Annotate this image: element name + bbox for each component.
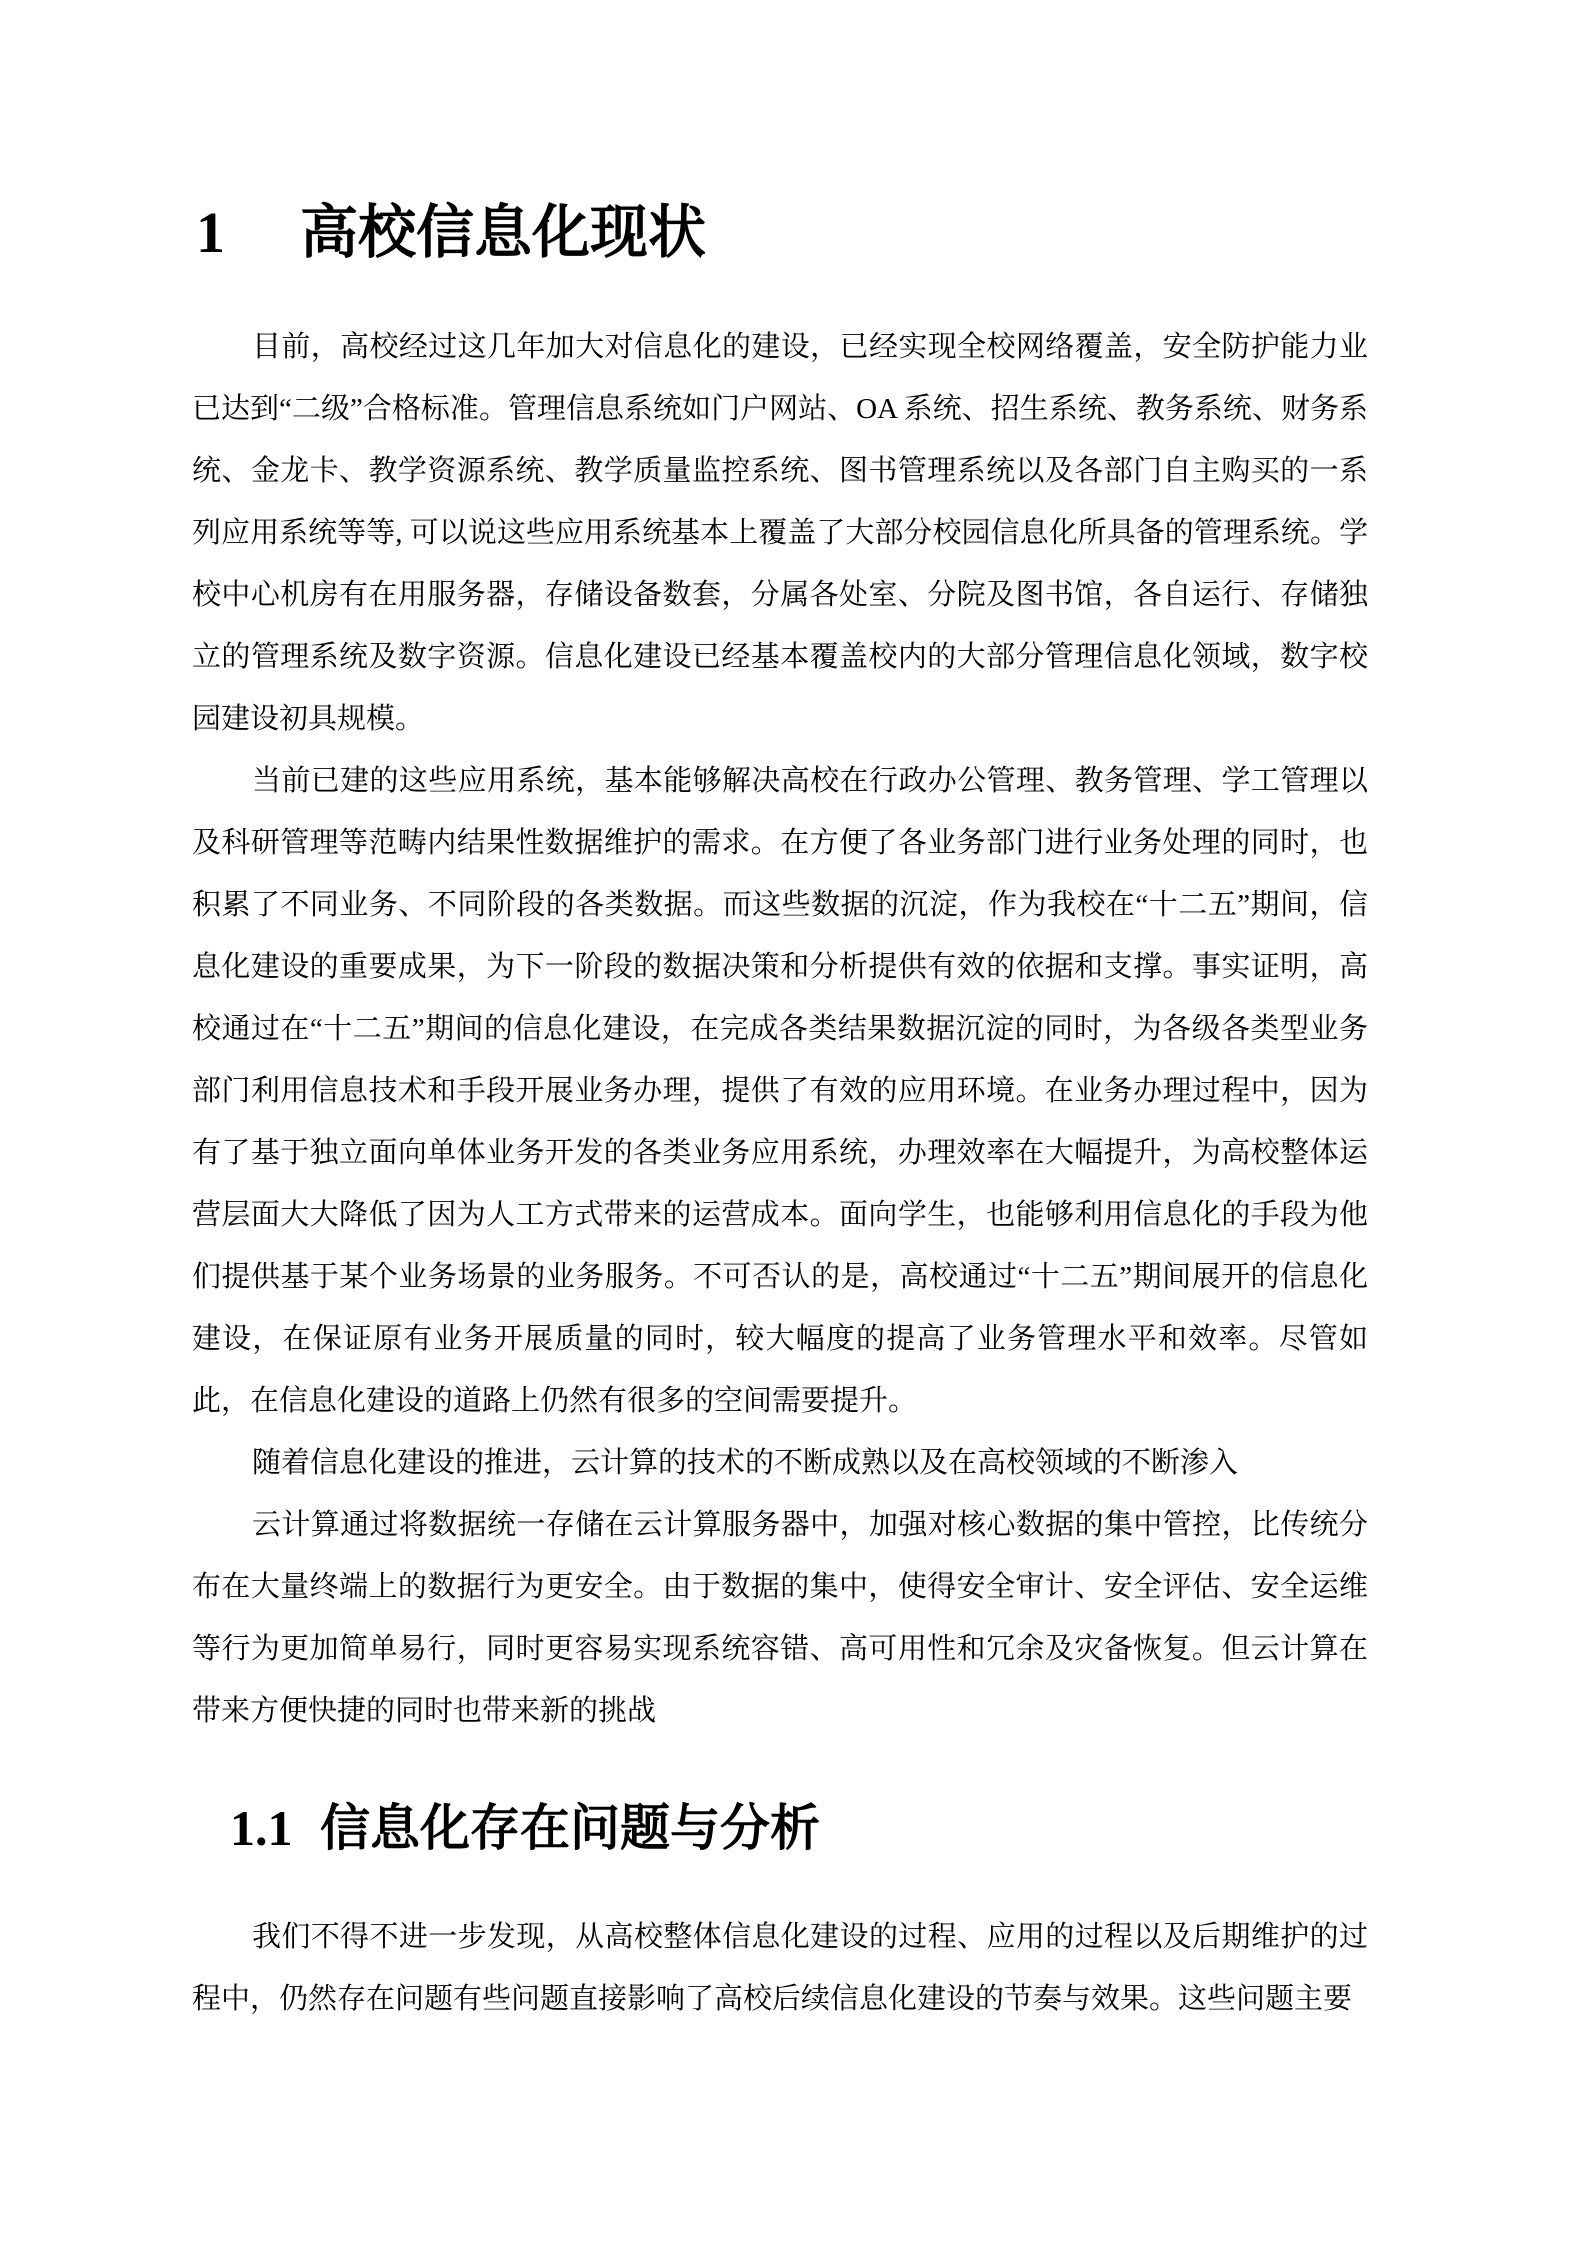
section-1-1-paragraph-1: 我们不得不进一步发现，从高校整体信息化建设的过程、应用的过程以及后期维护的过程中，仍然存在问题有些问题直接影响了高校后续信息化建设的节奏与效果。这些问题主要 bbox=[192, 1921, 1368, 2015]
section-1-1-heading bbox=[192, 1796, 1368, 1860]
section-1-heading bbox=[192, 198, 1368, 268]
section-1-paragraph-2: 当前已建的这些应用系统，基本能够解决高校在行政办公管理、教务管理、学工管理以及科研管理等范畴内结果性数据维护的需求。在方便了各业务部门进行业务处理的同时，也积累了不同业务、不同阶段的各类数据。而这些数据的沉淀，作为我校在“十二五”期间，信息化建设的重要成果，为下一阶段的数据决策和分析提供有效的依据和支撑。事实证明，高校通过在“十二五”期间的信息化建设，在完成各类结果数据沉淀的同时，为各级各类型业务部门利用信息技术和手段开展业务办理，提供了有效的应用环境。在业务办理过程中，因为有了基于独立面向单体业务开发的各类业务应用系统，办理效率在大幅提升，为高校整体运营层面大大降低了因为人工方式带来的运营成本。面向学生，也能够利用信息化的手段为他们提供基于某个业务场景的业务服务。不可否认的是，高校通过“十二五”期间展开的信息化建设，在保证原有业务开展质量的同时，较大幅度的提高了业务管理水平和效率。尽管如此，在信息化建设的道路上仍然有很多的空间需要提升。 bbox=[192, 765, 1368, 1417]
section-1-1-heading-number: 1.1 bbox=[230, 1800, 293, 1856]
section-1-heading-number: 1 bbox=[196, 200, 225, 265]
page-content bbox=[192, 0, 1368, 2030]
section-1-paragraph-1: 目前，高校经过这几年加大对信息化的建设，已经实现全校网络覆盖，安全防护能力业已达到“二级”合格标准。管理信息系统如门户网站、OA 系统、招生系统、教务系统、财务系统、金龙卡、教学资源系统、教学质量监控系统、图书管理系统以及各部门自主购买的一系列应用系统等等, 可以说这些应用系统基本上覆盖了大部分校园信息化所具备的管理系统。学校中心机房有在用服务器，存储设备数套，分属各处室、分院及图书馆，各自运行、存储独立的管理系统及数字资源。信息化建设已经基本覆盖校内的大部分管理信息化领域，数字校园建设初具规模。 bbox=[192, 331, 1368, 735]
section-1-1-heading-title: 信息化存在问题与分析 bbox=[320, 1800, 820, 1856]
section-1-paragraph-4: 云计算通过将数据统一存储在云计算服务器中，加强对核心数据的集中管控，比传统分布在大量终端上的数据行为更安全。由于数据的集中，使得安全审计、安全评估、安全运维等行为更加简单易行，同时更容易实现系统容错、高可用性和冗余及灾备恢复。但云计算在带来方便快捷的同时也带来新的挑战 bbox=[192, 1509, 1368, 1727]
section-1-paragraph-3: 随着信息化建设的推进，云计算的技术的不断成熟以及在高校领域的不断渗入 bbox=[252, 1447, 1239, 1479]
section-1-heading-title: 高校信息化现状 bbox=[300, 200, 707, 265]
